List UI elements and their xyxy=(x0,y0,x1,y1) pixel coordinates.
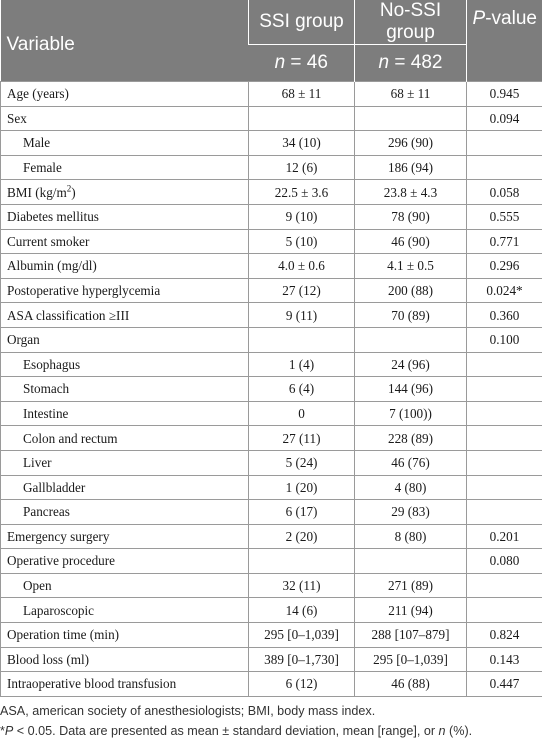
row-label: Sex xyxy=(1,106,249,131)
footnote-abbreviations: ASA, american society of anesthesiologists; BMI, body mass index. xyxy=(0,704,376,718)
ssi-cell: 5 (10) xyxy=(249,229,355,254)
row-label-suffix: ) xyxy=(71,184,76,200)
table-body xyxy=(1,82,542,697)
table-row xyxy=(1,303,542,328)
ssi-cell: 6 (12) xyxy=(249,672,355,697)
p-value-cell xyxy=(467,450,542,475)
table-row xyxy=(1,549,542,574)
table-row xyxy=(1,500,542,525)
table-footnotes xyxy=(0,701,542,741)
table-row xyxy=(1,204,542,229)
row-label: ASA classification ≥III xyxy=(1,303,249,328)
ssi-cell: 27 (11) xyxy=(249,426,355,451)
row-label: Male xyxy=(1,131,249,156)
row-label-superscript: 2 xyxy=(66,183,72,194)
no-ssi-cell: 4.1 ± 0.5 xyxy=(355,254,467,279)
table-row xyxy=(1,475,542,500)
ssi-cell: 22.5 ± 3.6 xyxy=(249,180,355,205)
row-label: Female xyxy=(1,155,249,180)
ssi-cell xyxy=(249,106,355,131)
p-value-cell: 0.094 xyxy=(467,106,542,131)
no-ssi-cell: 46 (90) xyxy=(355,229,467,254)
no-ssi-cell: 46 (88) xyxy=(355,672,467,697)
table-row xyxy=(1,327,542,352)
p-value-cell: 0.945 xyxy=(467,82,542,107)
ssi-cell xyxy=(249,327,355,352)
p-value-cell: 0.100 xyxy=(467,327,542,352)
row-label: Operative procedure xyxy=(1,549,249,574)
table-row xyxy=(1,82,542,107)
p-value-cell xyxy=(467,401,542,426)
no-ssi-cell xyxy=(355,549,467,574)
p-value-cell: 0.296 xyxy=(467,254,542,279)
header-p-value xyxy=(467,0,542,82)
p-value-cell: 0.360 xyxy=(467,303,542,328)
ssi-cell: 6 (17) xyxy=(249,500,355,525)
row-label: Operation time (min) xyxy=(1,623,249,648)
header-p-italic: P xyxy=(472,8,486,29)
row-label: Postoperative hyperglycemia xyxy=(1,278,249,303)
row-label: Laparoscopic xyxy=(1,598,249,623)
p-value-cell xyxy=(467,475,542,500)
no-ssi-cell: 23.8 ± 4.3 xyxy=(355,180,467,205)
row-label: Organ xyxy=(1,327,249,352)
row-label: Liver xyxy=(1,450,249,475)
header-no-ssi-n-italic: n xyxy=(378,52,390,73)
table-row xyxy=(1,180,542,205)
table-row xyxy=(1,229,542,254)
ssi-cell: 1 (4) xyxy=(249,352,355,377)
no-ssi-cell: 288 [107–879] xyxy=(355,623,467,648)
header-variable: Variable xyxy=(1,0,249,82)
ssi-cell: 0 xyxy=(249,401,355,426)
ssi-cell: 389 [0–1,730] xyxy=(249,647,355,672)
no-ssi-cell: 271 (89) xyxy=(355,573,467,598)
no-ssi-cell xyxy=(355,327,467,352)
p-value-cell xyxy=(467,598,542,623)
row-label-text: BMI (kg/m xyxy=(7,184,67,200)
table-row xyxy=(1,155,542,180)
row-label: Intraoperative blood transfusion xyxy=(1,672,249,697)
table-row xyxy=(1,401,542,426)
table-row xyxy=(1,254,542,279)
header-ssi-n xyxy=(249,45,355,82)
p-value-cell: 0.080 xyxy=(467,549,542,574)
table-row xyxy=(1,524,542,549)
row-label: Current smoker xyxy=(1,229,249,254)
p-value-cell xyxy=(467,377,542,402)
no-ssi-cell: 211 (94) xyxy=(355,598,467,623)
no-ssi-cell: 68 ± 11 xyxy=(355,82,467,107)
ssi-cell: 27 (12) xyxy=(249,278,355,303)
ssi-cell: 9 (11) xyxy=(249,303,355,328)
header-p-rest: -value xyxy=(485,8,537,29)
header-no-ssi-n xyxy=(355,45,467,82)
ssi-cell: 1 (20) xyxy=(249,475,355,500)
ssi-cell: 6 (4) xyxy=(249,377,355,402)
ssi-cell: 14 (6) xyxy=(249,598,355,623)
footnote-text-b: (%). xyxy=(445,724,473,738)
row-label: Albumin (mg/dl) xyxy=(1,254,249,279)
footnote-text-a: < 0.05. Data are presented as mean ± standard deviation, mean [range], or xyxy=(13,724,439,738)
row-label: Blood loss (ml) xyxy=(1,647,249,672)
p-value-cell: 0.201 xyxy=(467,524,542,549)
row-label: Intestine xyxy=(1,401,249,426)
no-ssi-cell: 186 (94) xyxy=(355,155,467,180)
no-ssi-cell: 295 [0–1,039] xyxy=(355,647,467,672)
table-row xyxy=(1,352,542,377)
no-ssi-cell: 7 (100)) xyxy=(355,401,467,426)
row-label: Diabetes mellitus xyxy=(1,204,249,229)
no-ssi-cell: 70 (89) xyxy=(355,303,467,328)
ssi-cell: 68 ± 11 xyxy=(249,82,355,107)
no-ssi-cell: 29 (83) xyxy=(355,500,467,525)
p-value-cell xyxy=(467,500,542,525)
header-no-ssi-n-value: = 482 xyxy=(389,52,443,73)
no-ssi-cell: 144 (96) xyxy=(355,377,467,402)
row-label: Stomach xyxy=(1,377,249,402)
no-ssi-cell: 296 (90) xyxy=(355,131,467,156)
table-row xyxy=(1,426,542,451)
ssi-cell xyxy=(249,549,355,574)
row-label: Colon and rectum xyxy=(1,426,249,451)
ssi-cell: 32 (11) xyxy=(249,573,355,598)
no-ssi-cell: 4 (80) xyxy=(355,475,467,500)
no-ssi-cell: 24 (96) xyxy=(355,352,467,377)
row-label: Esophagus xyxy=(1,352,249,377)
p-value-cell: 0.555 xyxy=(467,204,542,229)
no-ssi-cell xyxy=(355,106,467,131)
footnote-p-italic: P xyxy=(4,724,14,738)
table-row xyxy=(1,623,542,648)
p-value-cell xyxy=(467,426,542,451)
table-row xyxy=(1,672,542,697)
header-no-ssi-group: No-SSI group xyxy=(355,0,467,45)
ssi-cell: 9 (10) xyxy=(249,204,355,229)
ssi-cell: 34 (10) xyxy=(249,131,355,156)
header-ssi-group: SSI group xyxy=(249,0,355,45)
p-value-cell xyxy=(467,573,542,598)
p-value-cell xyxy=(467,352,542,377)
row-label: Age (years) xyxy=(1,82,249,107)
table-row xyxy=(1,106,542,131)
footnote-n-italic: n xyxy=(438,724,446,738)
ssi-cell: 295 [0–1,039] xyxy=(249,623,355,648)
table-row xyxy=(1,598,542,623)
row-label: Gallbladder xyxy=(1,475,249,500)
table-row xyxy=(1,131,542,156)
header-ssi-n-italic: n xyxy=(274,52,286,73)
no-ssi-cell: 46 (76) xyxy=(355,450,467,475)
row-label xyxy=(1,180,249,205)
p-value-cell xyxy=(467,155,542,180)
p-value-cell: 0.024* xyxy=(467,278,542,303)
table-row xyxy=(1,450,542,475)
no-ssi-cell: 228 (89) xyxy=(355,426,467,451)
footnote-significance xyxy=(0,721,542,741)
no-ssi-cell: 8 (80) xyxy=(355,524,467,549)
ssi-cell: 2 (20) xyxy=(249,524,355,549)
p-value-cell: 0.771 xyxy=(467,229,542,254)
table-row xyxy=(1,647,542,672)
table-row xyxy=(1,278,542,303)
row-label: Pancreas xyxy=(1,500,249,525)
no-ssi-cell: 78 (90) xyxy=(355,204,467,229)
row-label: Open xyxy=(1,573,249,598)
p-value-cell: 0.447 xyxy=(467,672,542,697)
table-header xyxy=(1,0,542,82)
row-label: Emergency surgery xyxy=(1,524,249,549)
table-row xyxy=(1,377,542,402)
footnote-star: * xyxy=(0,724,5,738)
ssi-cell: 4.0 ± 0.6 xyxy=(249,254,355,279)
header-ssi-n-value: = 46 xyxy=(285,52,328,73)
ssi-cell: 5 (24) xyxy=(249,450,355,475)
p-value-cell xyxy=(467,131,542,156)
p-value-cell: 0.824 xyxy=(467,623,542,648)
ssi-cell: 12 (6) xyxy=(249,155,355,180)
table-row xyxy=(1,573,542,598)
no-ssi-cell: 200 (88) xyxy=(355,278,467,303)
p-value-cell: 0.058 xyxy=(467,180,542,205)
p-value-cell: 0.143 xyxy=(467,647,542,672)
